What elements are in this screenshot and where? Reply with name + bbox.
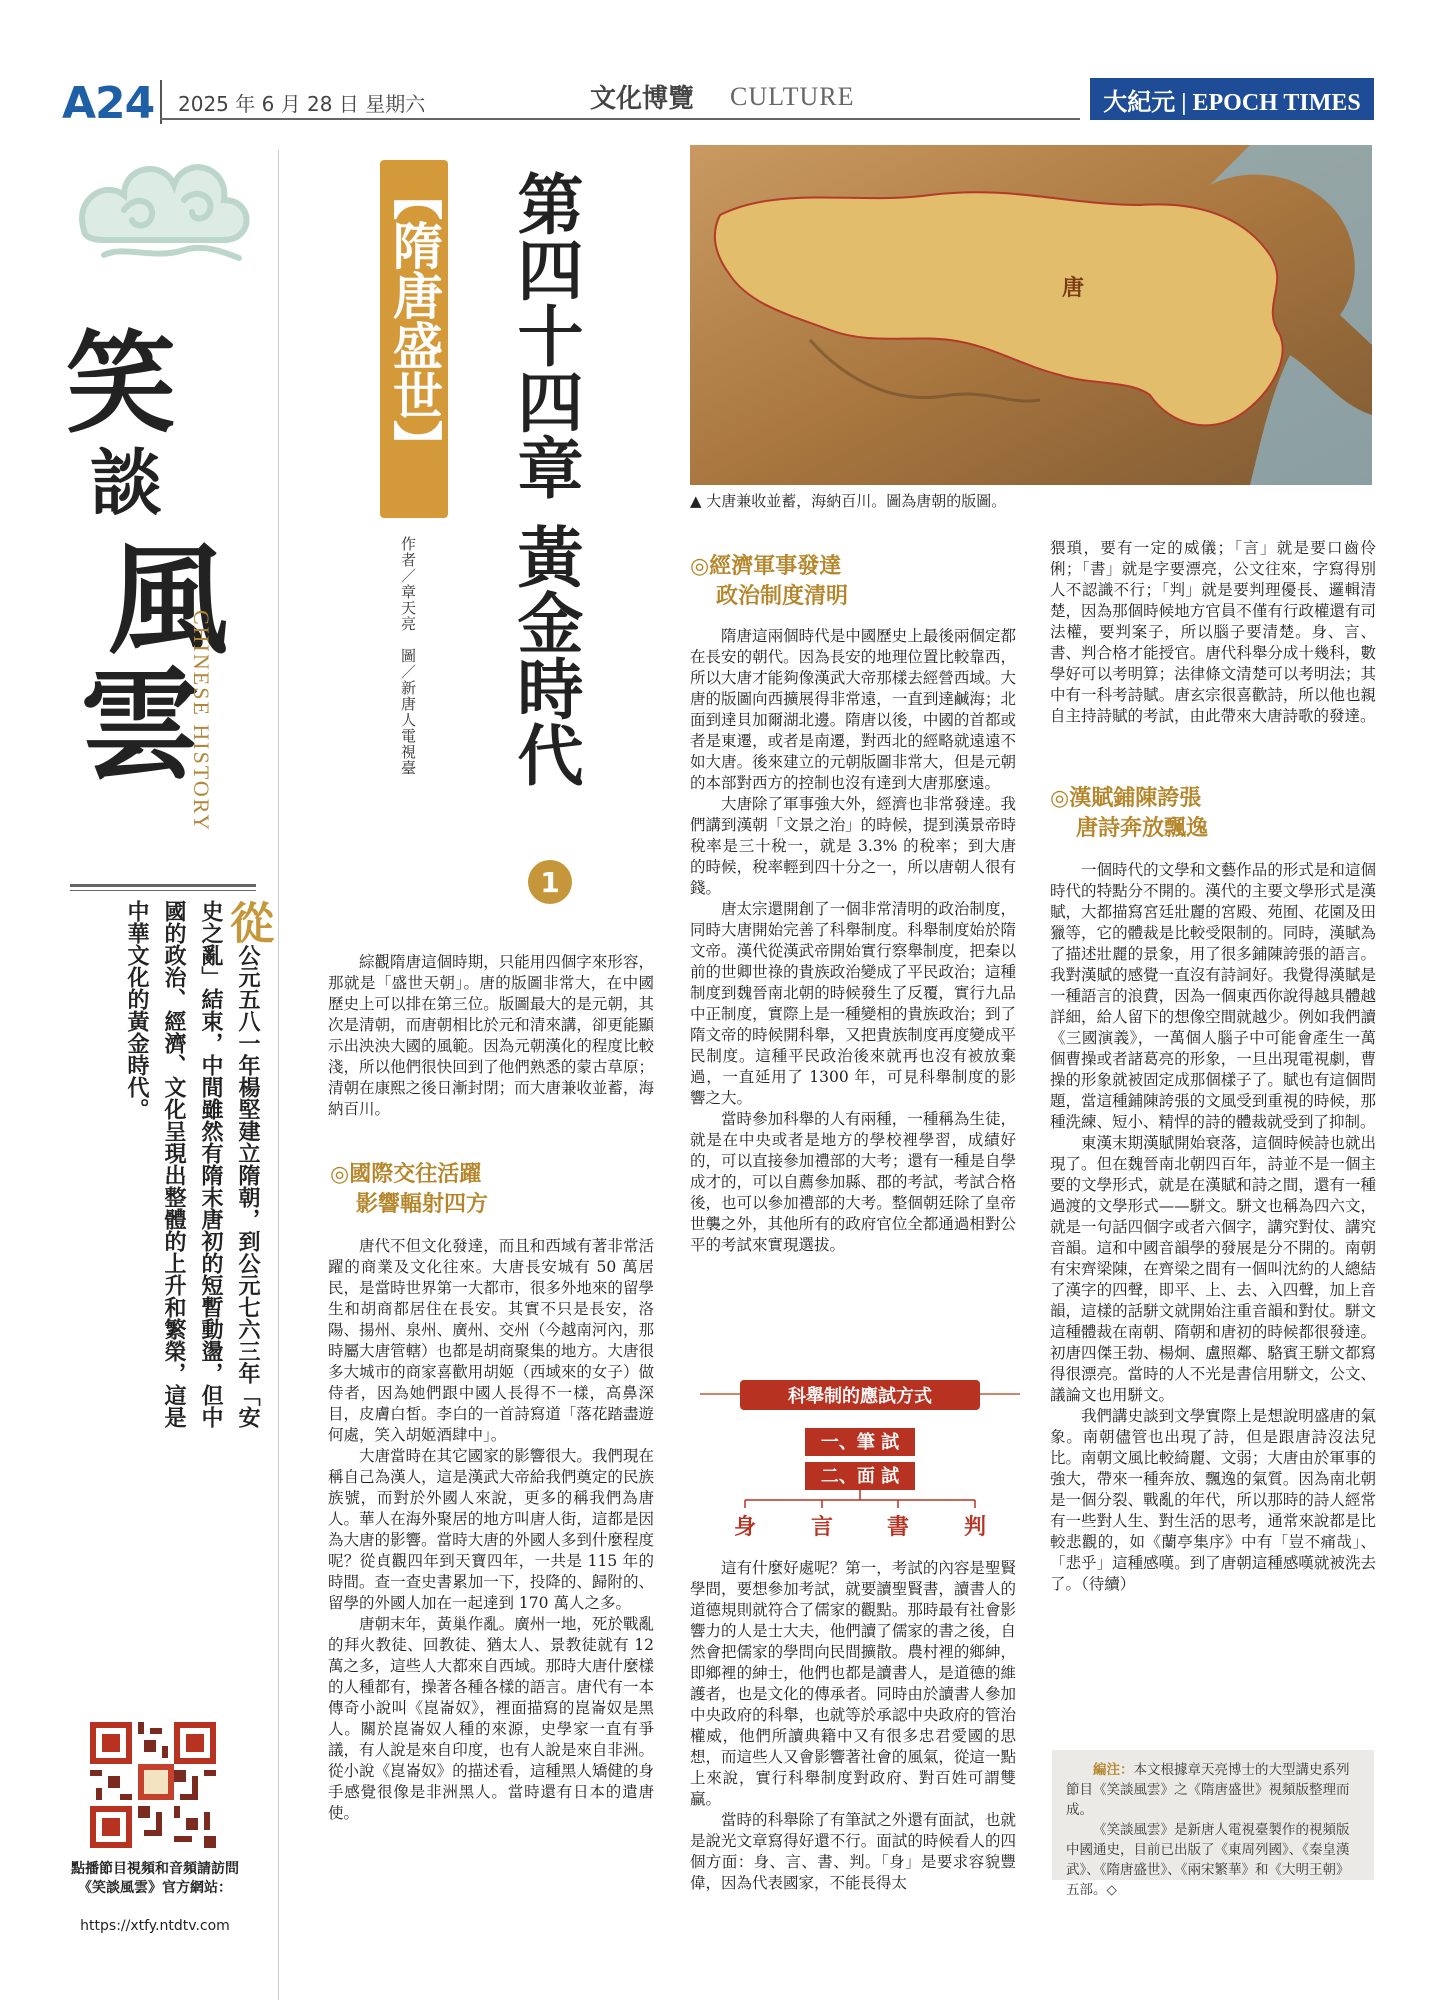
subhead-line-2: 政治制度清明 — [716, 584, 849, 609]
article-text-c1 — [1050, 538, 1376, 727]
paragraph: 大唐除了軍事強大外，經濟也非常發達。我們講到漢朝「文景之治」的時候，提到漢景帝時稅率是三十稅一，就是 3.3% 的稅率；到大唐的時候，稅率輕到四十分之一，所以唐朝人很有錢。 — [690, 795, 1016, 897]
intro-rule — [70, 884, 256, 887]
column-title-char-1: 笑 — [66, 319, 176, 448]
column-title-en: CHINESE HISTORY — [189, 610, 214, 833]
qr-caption: 點播節目視頻和音頻請訪問《笑談風雲》官方網站： — [71, 1861, 239, 1896]
subhead-international — [330, 1160, 650, 1220]
article-text-c2 — [1050, 860, 1376, 1595]
diagram-title: 科舉制的應試方式 — [788, 1386, 932, 1407]
column-title-char-4: 雲 — [80, 655, 200, 796]
header-rule — [160, 118, 1080, 120]
paragraph: 我們講史談到文學實際上是想說明盛唐的氣象。南朝儘管也出現了詩，但是跟唐詩沒法兒比。南朝文風比較綺麗、文弱；大唐由於軍事的強大，帶來一種奔放、飄逸的氣質。因為南北朝是一個分裂、戰亂的年代，所以那時的詩人經常有一些對人生、對生活的思考，通常來說都是比較悲觀的，如《蘭亭集序》中有「豈不痛哉」、「悲乎」這種感嘆。到了唐朝這種感嘆就被洗去了。（待續） — [1050, 1407, 1376, 1593]
column-title-char-3: 風 — [108, 530, 228, 671]
paragraph: 猥瑣，要有一定的威儀；「言」就是要口齒伶俐；「書」就是字要漂亮，公文往來，字寫得別人不認識不行；「判」就是要判理優長、邏輯清楚，因為那個時候地方官員不僅有行政權還有司法權，要判案子，所以腦子要清楚。身、言、書、判合格才能授官。唐代科舉分成十幾科，數學好可以考明算；法律條文清楚可以考明法；其中有一科考詩賦。唐玄宗很喜歡詩，所以他也親自主持詩賦的考試，由此帶來大唐詩歌的發達。 — [1050, 539, 1376, 725]
part-number-badge: 1 — [528, 860, 572, 904]
series-label: 【隋唐盛世】 — [385, 170, 443, 470]
subhead-line-1: ◎國際交往活躍 — [330, 1162, 482, 1187]
paragraph: 東漢末期漢賦開始衰落，這個時候詩也就出現了。但在魏晉南北朝四百年，詩並不是一個主要的文學形式，就是在漢賦和詩之間，還有一種過渡的文學形式——駢文。駢文也稱為四六文，就是一句話四個字或者六個字，講究對仗、講究音韻。這和中國音韻學的發展是分不開的。南朝有宋齊梁陳，在齊梁之間有一個叫沈約的人總結了漢字的四聲，即平、上、去、入四聲，加上音韻，這樣的話駢文就開始注重音韻和對仗。駢文這種體裁在南朝、隋朝和唐初的時候都很發達。初唐四傑王勃、楊炯、盧照鄰、駱賓王駢文都寫得很漂亮。當時的人不光是書信用駢文，公文、議論文也用駢文。 — [1050, 1134, 1376, 1404]
editor-note — [1052, 1750, 1374, 1898]
intro-text: 公元五八一年楊堅建立隋朝，到公元七六三年「安史之亂」結束，中間雖然有隋末唐初的短暫動盪，但中國的政治、經濟、文化呈現出整體的上升和繁榮，這是中華文化的黃金時代。 — [124, 900, 260, 1428]
exam-method-diagram — [700, 1372, 1020, 1550]
editor-note-text: 本文根據章天亮博士的大型講史系列節目《笑談風雲》之《隋唐盛世》視頻版整理而成。 — [1066, 1762, 1350, 1818]
editor-note-text-2: 《笑談風雲》是新唐人電視臺製作的視頻版中國通史，目前已出版了《東周列國》、《秦皇漢武》、《隋唐盛世》、《兩宋繁華》和《大明王朝》五部。◇ — [1066, 1822, 1350, 1898]
intro-rule-thin — [70, 890, 256, 891]
paragraph: 一個時代的文學和文藝作品的形式是和這個時代的特點分不開的。漢代的主要文學形式是漢賦，大都描寫宮廷壯麗的宮殿、苑囿、花園及田獵等，它的體裁是比較受限制的。同時，漢賦為了描述壯麗的景象，用了很多鋪陳誇張的語言。我對漢賦的感覺一直沒有詩詞好。我覺得漢賦是一種語言的浪費，因為一個東西你說得越具體越詳細，給人留下的想像空間就越少。例如我們讀《三國演義》，一萬個人腦子中可能會產生一萬個曹操或者諸葛亮的形象，一旦出現電視劇，曹操的形象就被固定成那個樣子了。賦也有這個問題，當這種鋪陳誇張的文風受到重視的時候，那種洗練、短小、精悍的詩的體裁就受到了抑制。 — [1050, 861, 1376, 1131]
diagram-item-speech: 言 — [810, 1514, 834, 1540]
article-text-b1 — [690, 626, 1016, 1256]
diagram-item-judgment: 判 — [963, 1514, 987, 1540]
article-text-a1 — [328, 952, 654, 1120]
section-title-en: CULTURE — [730, 82, 855, 111]
paragraph: 隋唐這兩個時代是中國歷史上最後兩個定都在長安的朝代。因為長安的地理位置比較靠西，所以大唐才能夠像漢武大帝那樣去經營西域。大唐的版圖向西擴展得非常遠，一直到達鹹海；北面到達貝加爾湖北邊。隋唐以後，中國的首都或者是東遷，或者是南遷，對西北的經略就遠遠不如大唐。後來建立的元朝版圖非常大，但是元朝的本部對西方的控制也沒有達到大唐那麼遠。 — [690, 627, 1016, 792]
article-text-a2 — [328, 1236, 654, 1824]
subhead-line-2: 唐詩奔放飄逸 — [1076, 816, 1209, 841]
map-caption: ▲ 大唐兼收並蓄，海納百川。圖為唐朝的版圖。 — [690, 492, 1007, 510]
paragraph: 大唐當時在其它國家的影響很大。我們現在稱自己為漢人，這是漢武大帝給我們奠定的民族族號，而對於外國人來說，更多的稱我們為唐人。華人在海外聚居的地方叫唐人街，這都是因為大唐的影響。當時大唐的外國人多到什麼程度呢？從貞觀四年到天寶四年，一共是 115 年的時間。查一查史書累加一下，投降的、歸附的、留學的外國人加在一起達到 170 萬人之多。 — [328, 1447, 654, 1612]
issue-date: 2025 年 6 月 28 日 星期六 — [178, 92, 426, 116]
intro-drop-cap: 從 — [222, 900, 273, 944]
subhead-line-1: ◎漢賦鋪陳誇張 — [1050, 786, 1202, 811]
epoch-times-logo: 大紀元 | EPOCH TIMES — [1090, 78, 1374, 120]
paragraph: 這有什麼好處呢？第一，考試的內容是聖賢學問，要想參加考試，就要讀聖賢書，讀書人的道德規則就符合了儒家的觀點。那時最有社會影響力的人是士大夫，他們讀了儒家的書之後，自然會把儒家的學問向民間擴散。農村裡的鄉紳，即鄉裡的紳士，他們也都是讀書人，是道德的維護者，也是文化的傳承者。同時由於讀書人參加中央政府的科舉，也就等於承認中央政府的管治權威，他們所讀典籍中又有很多忠君愛國的思想，而這些人又會影響著社會的風氣，從這一點上來說，實行科舉制度對政府、對百姓可謂雙贏。 — [690, 1559, 1016, 1808]
diagram-step-interview: 二、面 試 — [820, 1466, 900, 1487]
section-title: 文化博覽 — [590, 84, 695, 114]
diagram-item-writing: 書 — [886, 1514, 910, 1540]
paragraph: 唐太宗還開創了一個非常清明的政治制度，同時大唐開始完善了科舉制度。科舉制度始於隋文帝。漢代從漢武帝開始實行察舉制度，把秦以前的世卿世祿的貴族政治變成了平民政治；這種制度到魏晉南北朝的時候發生了反覆，實行九品中正制度，實際上是一種變相的貴族政治；到了隋文帝的時候開科舉，又把貴族制度再度變成平民制度。這種平民政治後來就再也沒有被放棄過，一直延用了 1300 年，可見科舉制度的影響之大。 — [690, 900, 1016, 1107]
diagram-step-written: 一、筆 試 — [820, 1432, 900, 1453]
column-title-char-2: 談 — [90, 440, 163, 525]
tang-territory-map — [690, 145, 1372, 485]
map-label: 唐 — [1062, 275, 1085, 301]
column-intro — [80, 900, 273, 1440]
paragraph: 唐代不但文化發達，而且和西域有著非常活躍的商業及文化往來。大唐長安城有 50 萬居民，是當時世界第一大都市，很多外地來的留學生和胡商都居住在長安。其實不只是長安，洛陽、揚州、泉州、廣州、交州（今越南河內，那時屬大唐管轄）也都是胡商聚集的地方。大唐很多大城市的商家喜歡用胡姬（西域來的女子）做侍者，因為她們跟中國人長得不一樣，高鼻深目，皮膚白皙。李白的一首詩寫道「落花踏盡遊何處，笑入胡姬酒肆中」。 — [328, 1237, 654, 1444]
article-title: 第四十四章 黃金時代 — [506, 170, 584, 787]
website-link[interactable]: https://xtfy.ntdtv.com — [80, 1918, 230, 1934]
page-number: A24 — [62, 78, 155, 129]
byline: 作者／章天亮 圖／新唐人電視臺 — [399, 536, 417, 776]
subhead-literature — [1050, 784, 1380, 844]
qr-code-icon[interactable] — [90, 1722, 216, 1848]
column-divider — [278, 150, 279, 2000]
paragraph: 當時參加科舉的人有兩種，一種稱為生徒，就是在中央或者是地方的學校裡學習，成績好的，可以直接參加禮部的大考；還有一種是自學成才的，可以自薦參加縣、郡的考試，考試合格後，也可以參加禮部的大考。整個朝廷除了皇帝世襲之外，其他所有的政府官位全都通過相對公平的考試來實現選拔。 — [690, 1110, 1016, 1254]
cloud-ornament-icon — [64, 140, 264, 280]
editor-note-label: 編注： — [1093, 1762, 1134, 1778]
article-text-b2 — [690, 1558, 1016, 1894]
subhead-economy — [690, 552, 1020, 612]
subhead-line-2: 影響輻射四方 — [356, 1192, 489, 1217]
paragraph: 綜觀隋唐這個時期，只能用四個字來形容，那就是「盛世天朝」。唐的版圖非常大，在中國歷史上可以排在第三位。版圖最大的是元朝，其次是清朝，而唐朝相比於元和清來講，卻更能顯示出泱泱大國的風範。因為元朝漢化的程度比較淺，所以他們很快回到了他們熟悉的蒙古草原；清朝在康熙之後日漸封閉；而大唐兼收並蓄，海納百川。 — [328, 953, 654, 1118]
subhead-line-1: ◎經濟軍事發達 — [690, 554, 842, 579]
paragraph: 當時的科舉除了有筆試之外還有面試，也就是說光文章寫得好還不行。面試的時候看人的四個方面：身、言、書、判。「身」是要求容貌豐偉，因為代表國家，不能長得太 — [690, 1811, 1016, 1892]
diagram-item-body: 身 — [733, 1514, 757, 1540]
paragraph: 唐朝末年，黃巢作亂。廣州一地，死於戰亂的拜火教徒、回教徒、猶太人、景教徒就有 12 萬之多，這些人大都來自西域。那時大唐什麼樣的人種都有，操著各種各樣的語言。唐代有一本傳奇小說叫《崑崙奴》，裡面描寫的崑崙奴是黑人。關於崑崙奴人種的來源，史學家一直有爭議，有人說是來自印度，也有人說是來自非洲。從小說《崑崙奴》的描述看，這種黑人矯健的身手感覺很像是非洲黑人。當時還有日本的遣唐使。 — [328, 1615, 654, 1822]
